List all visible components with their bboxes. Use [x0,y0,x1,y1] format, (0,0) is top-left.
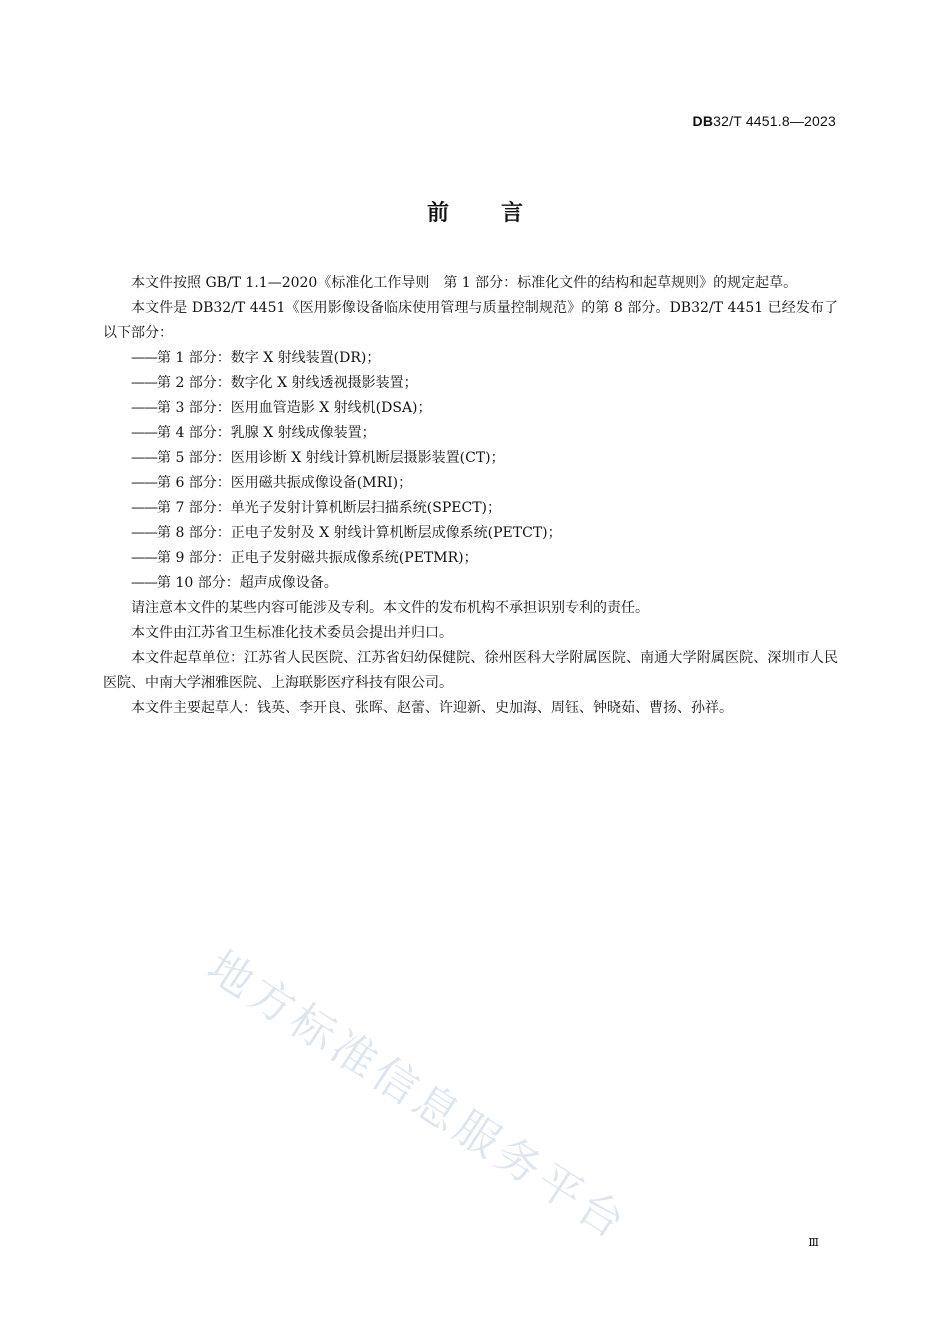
list-item-text: 第 6 部分：医用磁共振成像设备(MRI)； [157,475,413,491]
list-dash: —— [131,525,157,541]
list-item-text: 第 7 部分：单光子发射计算机断层扫描系统(SPECT)； [157,500,502,516]
list-item [103,346,838,371]
list-item-text: 第 9 部分：正电子发射磁共振成像系统(PETMR)； [157,550,478,566]
list-dash: —— [131,425,157,441]
list-dash: —— [131,475,157,491]
list-item-text: 第 8 部分：正电子发射及 X 射线计算机断层成像系统(PETCT)； [157,525,562,541]
list-item [103,546,838,571]
page-title: 前言 [426,201,575,226]
list-dash: —— [131,450,157,466]
page-number: Ⅲ [808,1236,819,1249]
list-item-text: 第 3 部分：医用血管造影 X 射线机(DSA)； [157,400,432,416]
list-dash: —— [131,575,157,591]
list-dash: —— [131,550,157,566]
list-item [103,421,838,446]
list-dash: —— [131,375,157,391]
list-item [103,571,838,596]
standard-number-rest: 32/T 4451.8—2023 [713,113,836,129]
list-item [103,521,838,546]
list-item [103,371,838,396]
drafters-paragraph: 本文件主要起草人：钱英、李开良、张晖、赵蕾、许迎新、史加海、周钰、钟晓茹、曹扬、孙祥。 [131,700,733,716]
list-item-text: 第 10 部分：超声成像设备。 [157,575,338,591]
standard-number [693,113,836,129]
watermark: 地方标准信息服务平台 [198,941,637,1251]
list-dash: —— [131,400,157,416]
drafting-units-paragraph: 本文件起草单位：江苏省人民医院、江苏省妇幼保健院、徐州医科大学附属医院、南通大学附属医院、深圳市人民医院、中南大学湘雅医院、上海联影医疗科技有限公司。 [103,650,838,691]
list-dash: —— [131,500,157,516]
document-body [103,271,838,721]
list-item-text: 第 2 部分：数字化 X 射线透视摄影装置； [157,375,418,391]
standard-prefix: DB [692,113,714,129]
list-item [103,471,838,496]
parts-list [103,346,838,596]
intro-paragraph-2: 本文件是 DB32/T 4451《医用影像设备临床使用管理与质量控制规范》的第 8 部分。DB32/T 4451 已经发布了以下部分： [103,300,838,341]
list-item [103,446,838,471]
list-item-text: 第 5 部分：医用诊断 X 射线计算机断层摄影装置(CT)； [157,450,505,466]
intro-paragraph-1: 本文件按照 GB/T 1.1—2020《标准化工作导则 第 1 部分：标准化文件的结构和起草规则》的规定起草。 [131,275,798,291]
list-dash: —— [131,350,157,366]
patent-notice: 请注意本文件的某些内容可能涉及专利。本文件的发布机构不承担识别专利的责任。 [131,600,649,616]
list-item-text: 第 1 部分：数字 X 射线装置(DR)； [157,350,381,366]
list-item-text: 第 4 部分：乳腺 X 射线成像装置； [157,425,376,441]
proposer-paragraph: 本文件由江苏省卫生标准化技术委员会提出并归口。 [131,625,453,641]
list-item [103,496,838,521]
list-item [103,396,838,421]
